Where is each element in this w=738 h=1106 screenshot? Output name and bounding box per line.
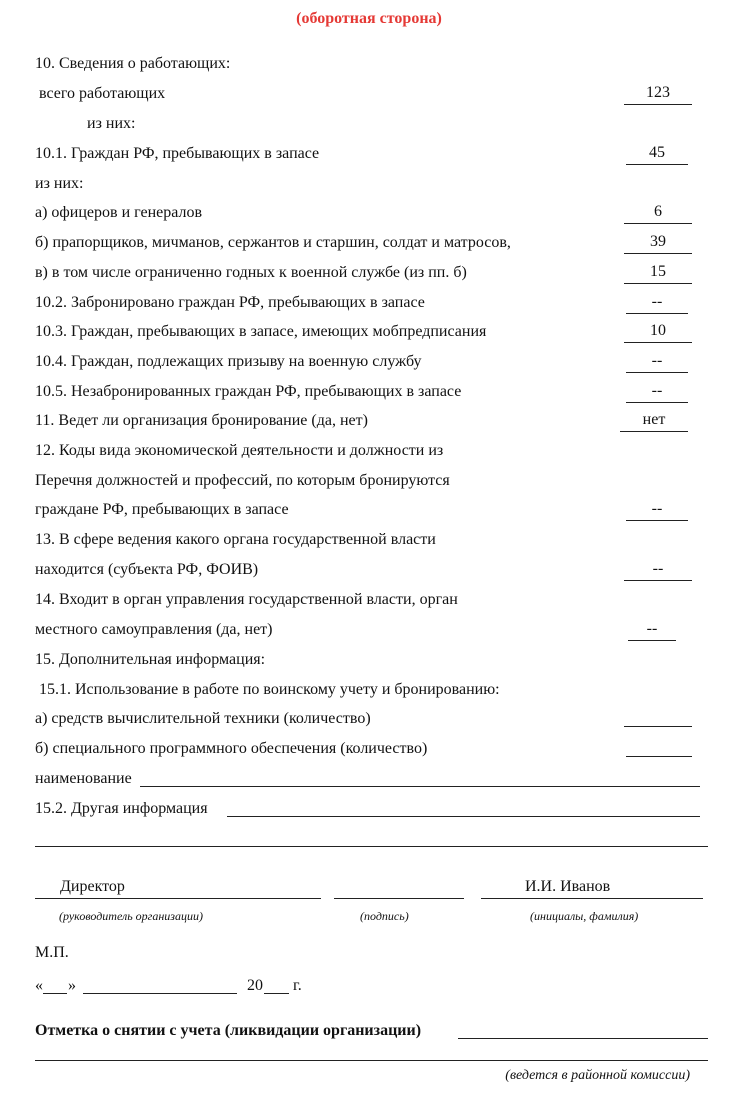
deregistration-row [35, 1021, 708, 1041]
section-10-1-of-them: из них: [35, 175, 84, 192]
of-them-label: из них: [87, 115, 136, 132]
section-13-value[interactable]: -- [624, 560, 692, 581]
section-15-1-row [35, 680, 700, 700]
ncos-label: б) прапорщиков, мичманов, сержантов и старшин, солдат и матросов, [35, 234, 511, 251]
section-10-5-row [35, 382, 700, 402]
day-field[interactable] [43, 976, 67, 994]
section-10-2-value[interactable]: -- [626, 293, 688, 314]
officers-label: а) офицеров и генералов [35, 204, 203, 221]
section-13-line1: 13. В сфере ведения какого органа государственной власти [35, 531, 436, 548]
other-info-continuation-line[interactable] [35, 846, 708, 847]
other-info-field[interactable] [227, 799, 700, 817]
limited-fit-row [35, 263, 700, 283]
officers-value[interactable]: 6 [624, 203, 692, 224]
date-row [35, 976, 700, 996]
section-15-2-row [35, 799, 700, 819]
special-software-row [35, 739, 700, 759]
section-10-4-value[interactable]: -- [626, 352, 688, 373]
section-11-row [35, 411, 700, 431]
computing-equipment-label: а) средств вычислительной техники (количество) [35, 710, 371, 727]
section-14-value[interactable]: -- [628, 620, 676, 641]
of-them-row [35, 114, 700, 134]
signature-row [35, 878, 708, 898]
section-14-line1: 14. Входит в орган управления государственной власти, орган [35, 591, 458, 608]
date-open-quote: « [35, 977, 43, 994]
deregistration-continuation-line[interactable] [35, 1060, 708, 1061]
special-software-field[interactable] [626, 739, 692, 757]
name-value: И.И. Иванов [525, 878, 611, 895]
deregistration-field[interactable] [458, 1021, 708, 1039]
section-10-3-value[interactable]: 10 [624, 322, 692, 343]
section-10-5-label: 10.5. Незабронированных граждан РФ, пребывающих в запасе [35, 383, 462, 400]
year-prefix: 20 [247, 977, 263, 994]
stamp-label: М.П. [35, 944, 69, 961]
year-suffix: г. [293, 977, 302, 994]
section-15-2-label: 15.2. Другая информация [35, 800, 208, 817]
software-name-field[interactable] [140, 769, 700, 787]
section-10-3-row [35, 322, 700, 342]
section-15-title: 15. Дополнительная информация: [35, 651, 266, 668]
section-10-4-label: 10.4. Граждан, подлежащих призыву на военную службу [35, 353, 422, 370]
section-11-label: 11. Ведет ли организация бронирование (да, нет) [35, 412, 368, 429]
section-14-line2-row [35, 620, 700, 640]
section-14-line1-row [35, 590, 700, 610]
section-12-line1-row [35, 441, 700, 461]
district-commission-note: (ведется в районной комиссии) [505, 1068, 690, 1083]
section-13-line2-row [35, 560, 700, 580]
date-close-quote: » [68, 977, 76, 994]
ncos-value[interactable]: 39 [624, 233, 692, 254]
software-name-row [35, 769, 700, 789]
section-10-title-row [35, 54, 700, 74]
limited-fit-value[interactable]: 15 [624, 263, 692, 284]
section-10-2-label: 10.2. Забронировано граждан РФ, пребывающих в запасе [35, 294, 425, 311]
deregistration-label: Отметка о снятии с учета (ликвидации организации) [35, 1022, 422, 1039]
section-12-line3: граждане РФ, пребывающих в запасе [35, 501, 289, 518]
section-15-1-label: 15.1. Использование в работе по воинскому учету и бронированию: [35, 681, 500, 698]
position-field[interactable] [35, 878, 321, 899]
caption-initials-surname: (инициалы, фамилия) [530, 909, 639, 923]
position-value: Директор [60, 878, 125, 895]
section-10-5-value[interactable]: -- [626, 382, 688, 403]
section-12-value[interactable]: -- [626, 500, 688, 521]
section-15-title-row [35, 650, 700, 670]
special-software-label: б) специального программного обеспечения (количество) [35, 740, 428, 757]
section-10-2-row [35, 293, 700, 313]
section-12-line2: Перечня должностей и профессий, по которым бронируются [35, 472, 450, 489]
total-workers-label: всего работающих [35, 85, 166, 102]
section-11-value[interactable]: нет [620, 411, 688, 432]
section-14-line2: местного самоуправления (да, нет) [35, 621, 273, 638]
section-10-1-label: 10.1. Граждан РФ, пребывающих в запасе [35, 145, 320, 162]
name-field[interactable] [481, 878, 703, 899]
software-name-label: наименование [35, 770, 132, 787]
section-10-1-value[interactable]: 45 [626, 144, 688, 165]
officers-row [35, 203, 700, 223]
section-10-title: 10. Сведения о работающих: [35, 55, 231, 72]
section-12-line2-row [35, 471, 700, 491]
computing-equipment-field[interactable] [624, 709, 692, 727]
caption-signature: (подпись) [360, 909, 409, 923]
month-field[interactable] [83, 976, 237, 994]
limited-fit-label: в) в том числе ограниченно годных к военной службе (из пп. б) [35, 264, 467, 281]
section-10-1-of-them-row [35, 174, 700, 194]
section-10-3-label: 10.3. Граждан, пребывающих в запасе, имеющих мобпредписания [35, 323, 487, 340]
section-13-line2: находится (субъекта РФ, ФОИВ) [35, 561, 259, 578]
ncos-row [35, 233, 700, 253]
stamp-row [35, 943, 700, 963]
section-12-line3-row [35, 500, 700, 520]
page-header: (оборотная сторона) [296, 10, 442, 27]
section-10-4-row [35, 352, 700, 372]
section-13-line1-row [35, 530, 700, 550]
section-12-line1: 12. Коды вида экономической деятельности и должности из [35, 442, 444, 459]
year-field[interactable] [264, 976, 289, 994]
section-10-1-row [35, 144, 700, 164]
total-workers-row [35, 84, 700, 104]
total-workers-value[interactable]: 123 [624, 84, 692, 105]
signature-field[interactable] [334, 878, 464, 899]
caption-head-of-organization: (руководитель организации) [59, 909, 203, 923]
computing-equipment-row [35, 709, 700, 729]
